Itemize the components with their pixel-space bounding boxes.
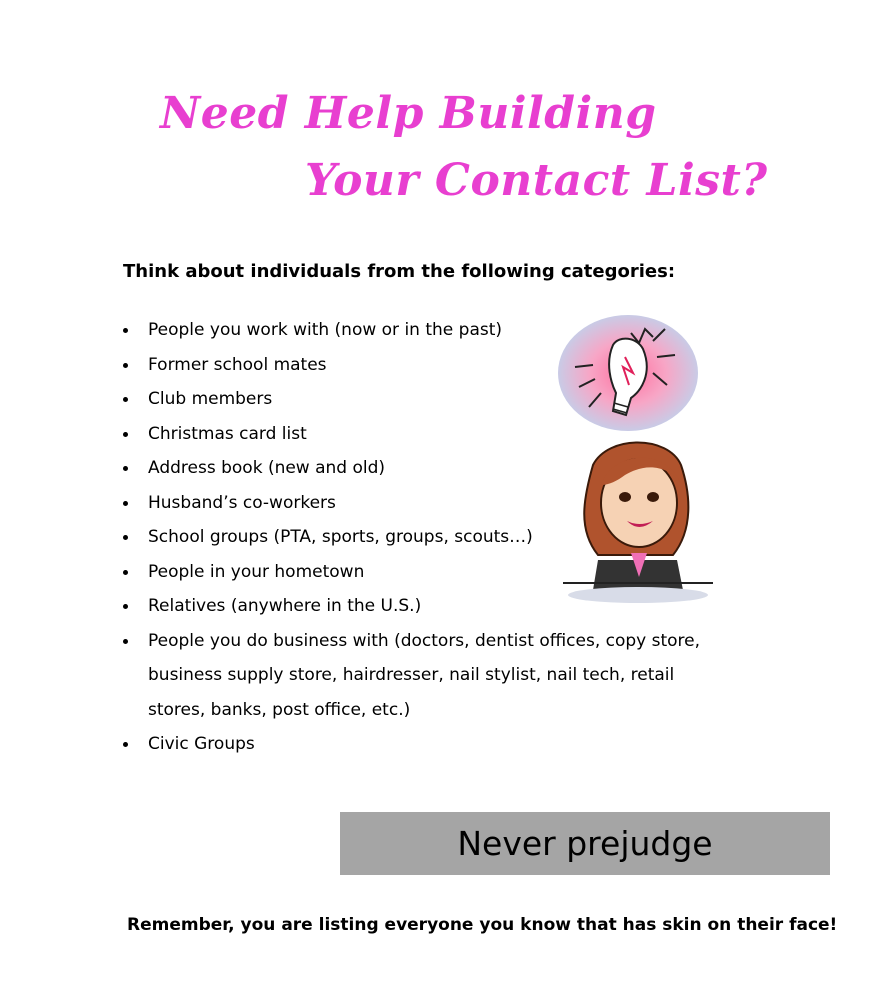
list-item: People you work with (now or in the past) (121, 313, 741, 348)
bullet-icon (123, 397, 128, 402)
bullet-icon (123, 604, 128, 609)
bullet-icon (123, 639, 128, 644)
list-item: People you do business with (doctors, dentist offices, copy store, business supply store, hairdresser, nail stylist, nail tech, retail stores, banks, post office, etc.) (121, 624, 733, 728)
page-title-line-2: Your Contact List? (305, 155, 768, 206)
bullet-icon (123, 570, 128, 575)
woman-icon (563, 443, 713, 604)
list-item: Christmas card list (121, 417, 741, 452)
bullet-icon (123, 501, 128, 506)
bullet-icon (123, 535, 128, 540)
list-item: People in your hometown (121, 555, 741, 590)
page-title-line-1: Need Help Building (160, 88, 657, 139)
intro-text: Think about individuals from the following categories: (123, 261, 676, 282)
bullet-icon (123, 742, 128, 747)
list-item: Former school mates (121, 348, 741, 383)
idea-woman-illustration (553, 315, 718, 605)
list-item: Relatives (anywhere in the U.S.) (121, 589, 741, 624)
list-item: Husband’s co-workers (121, 486, 741, 521)
footer-reminder: Remember, you are listing everyone you know that has skin on their face! (127, 915, 838, 935)
bullet-icon (123, 328, 128, 333)
banner-text: Never prejudge (457, 824, 713, 863)
bullet-icon (123, 432, 128, 437)
list-item: School groups (PTA, sports, groups, scouts…) (121, 520, 741, 555)
lightbulb-icon (558, 315, 698, 431)
never-prejudge-banner (340, 812, 830, 875)
list-item: Club members (121, 382, 741, 417)
bullet-icon (123, 363, 128, 368)
bullet-icon (123, 466, 128, 471)
list-item: Civic Groups (121, 727, 741, 762)
list-item: Address book (new and old) (121, 451, 741, 486)
